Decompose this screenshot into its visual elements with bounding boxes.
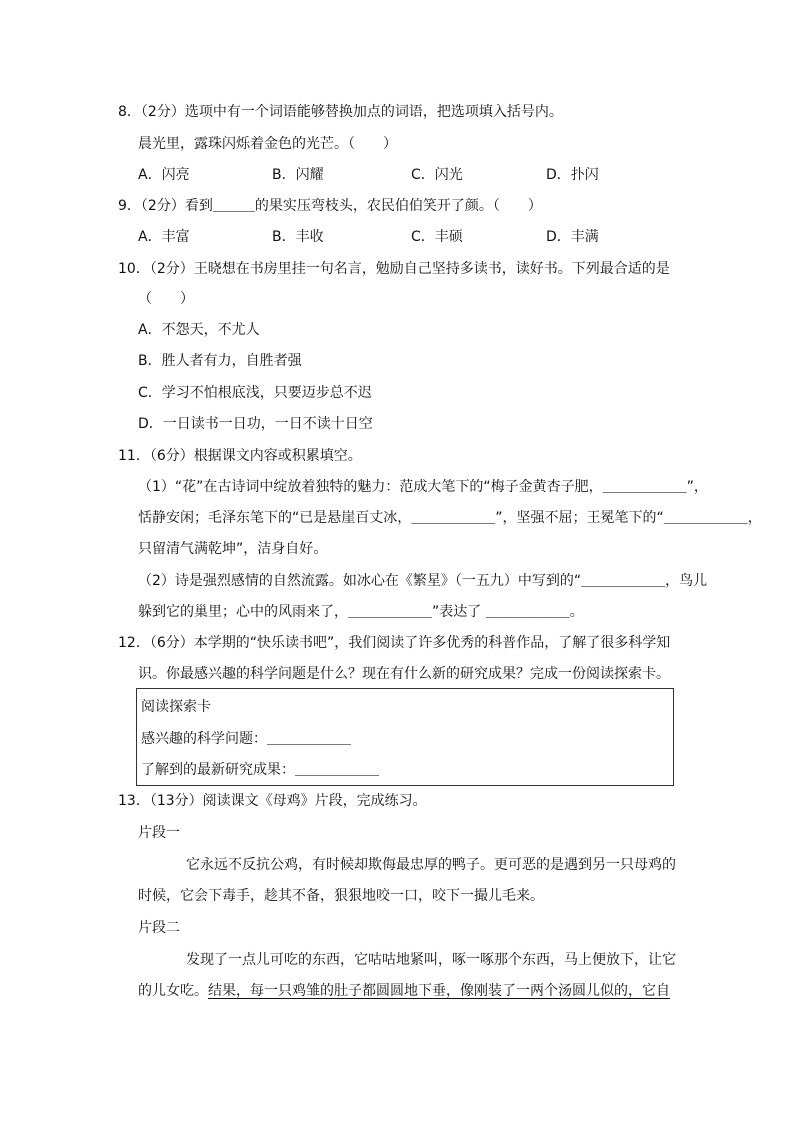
q11-part1-line2: 恬静安闲；毛泽东笔下的“已是悬崖百丈冰，＿＿＿＿＿＿”，坚强不屈；王冕笔下的“＿＿＿＿＿＿， bbox=[138, 510, 762, 526]
underlined-sentence: 结果，每一只鸡雏的肚子都圆圆地下垂，像刚装了一两个汤圆儿似的，它自 bbox=[208, 983, 670, 999]
fragment1-title: 片段一 bbox=[138, 825, 180, 841]
q8-option-b: B．闪耀 bbox=[272, 167, 324, 183]
q12-stem-line2: 识。你最感兴趣的科学问题是什么？现在有什么新的研究成果？完成一份阅读探索卡。 bbox=[138, 666, 670, 682]
fragment2-line1: 发现了一点儿可吃的东西，它咕咕地紧叫，啄一啄那个东西，马上便放下，让它 bbox=[186, 952, 676, 968]
q8-stem: 8．（2分）选项中有一个词语能够替换加点的词语，把选项填入括号内。 bbox=[118, 104, 563, 120]
q10-option-d: D．一日读书一日功，一日不读十日空 bbox=[138, 416, 373, 432]
q11-part1-line3: 只留清气满乾坤”，洁身自好。 bbox=[138, 541, 328, 557]
q10-bracket: （ ） bbox=[138, 291, 194, 307]
card-title: 阅读探索卡 bbox=[141, 699, 211, 715]
q9-option-a: A．丰富 bbox=[138, 229, 190, 245]
q10-option-a: A．不怨天，不尤人 bbox=[138, 322, 260, 338]
q10-stem: 10．（2分）王晓想在书房里挂一句名言，勉励自己坚持多读书，读好书。下列最合适的是 bbox=[118, 261, 670, 277]
q11-stem: 11．（6分）根据课文内容或积累填空。 bbox=[118, 448, 362, 464]
q11-part1-line1: （1）“花”在古诗词中绽放着独特的魅力：范成大笔下的“梅子金黄杏子肥，＿＿＿＿＿＿”， bbox=[138, 479, 708, 495]
q8-option-a: A．闪亮 bbox=[138, 167, 190, 183]
q13-stem: 13．（13分）阅读课文《母鸡》片段，完成练习。 bbox=[118, 793, 427, 809]
fragment1-line1: 它永远不反抗公鸡，有时候却欺侮最忠厚的鸭子。更可恶的是遇到另一只母鸡的 bbox=[186, 857, 676, 873]
q11-part2-line2: 躲到它的巢里；心中的风雨来了，＿＿＿＿＿＿”表达了 ＿＿＿＿＿＿。 bbox=[138, 604, 584, 620]
reading-exploration-card bbox=[136, 688, 674, 786]
fragment2-line2 bbox=[138, 981, 670, 1001]
card-science-question: 感兴趣的科学问题：＿＿＿＿＿＿ bbox=[141, 731, 351, 747]
q9-option-b: B．丰收 bbox=[272, 229, 324, 245]
fragment2-title: 片段二 bbox=[138, 920, 180, 936]
fragment2-line2-start: 的儿女吃。 bbox=[138, 983, 208, 999]
q8-option-d: D．扑闪 bbox=[546, 167, 599, 183]
q11-part2-line1: （2）诗是强烈感情的自然流露。如冰心在《繁星》（一五九）中写到的“＿＿＿＿＿＿，鸟儿 bbox=[138, 573, 708, 589]
q12-stem-line1: 12．（6分）本学期的“快乐读书吧”，我们阅读了许多优秀的科普作品，了解了很多科学知 bbox=[118, 635, 671, 651]
q8-option-c: C．闪光 bbox=[411, 167, 463, 183]
fragment1-line2: 时候，它会下毒手，趁其不备，狠狠地咬一口，咬下一撮儿毛来。 bbox=[138, 888, 544, 904]
card-research-result: 了解到的最新研究成果：＿＿＿＿＿＿ bbox=[141, 762, 379, 778]
q8-sentence: 晨光里，露珠闪烁着金色的光芒。（ ） bbox=[138, 136, 397, 152]
q10-option-c: C．学习不怕根底浅，只要迈步总不迟 bbox=[138, 385, 372, 401]
q9-option-c: C．丰硕 bbox=[411, 229, 463, 245]
q9-stem: 9．（2分）看到＿＿＿的果实压弯枝头，农民伯伯笑开了颜。（ ） bbox=[118, 198, 542, 214]
q10-option-b: B．胜人者有力，自胜者强 bbox=[138, 353, 302, 369]
q9-option-d: D．丰满 bbox=[546, 229, 599, 245]
